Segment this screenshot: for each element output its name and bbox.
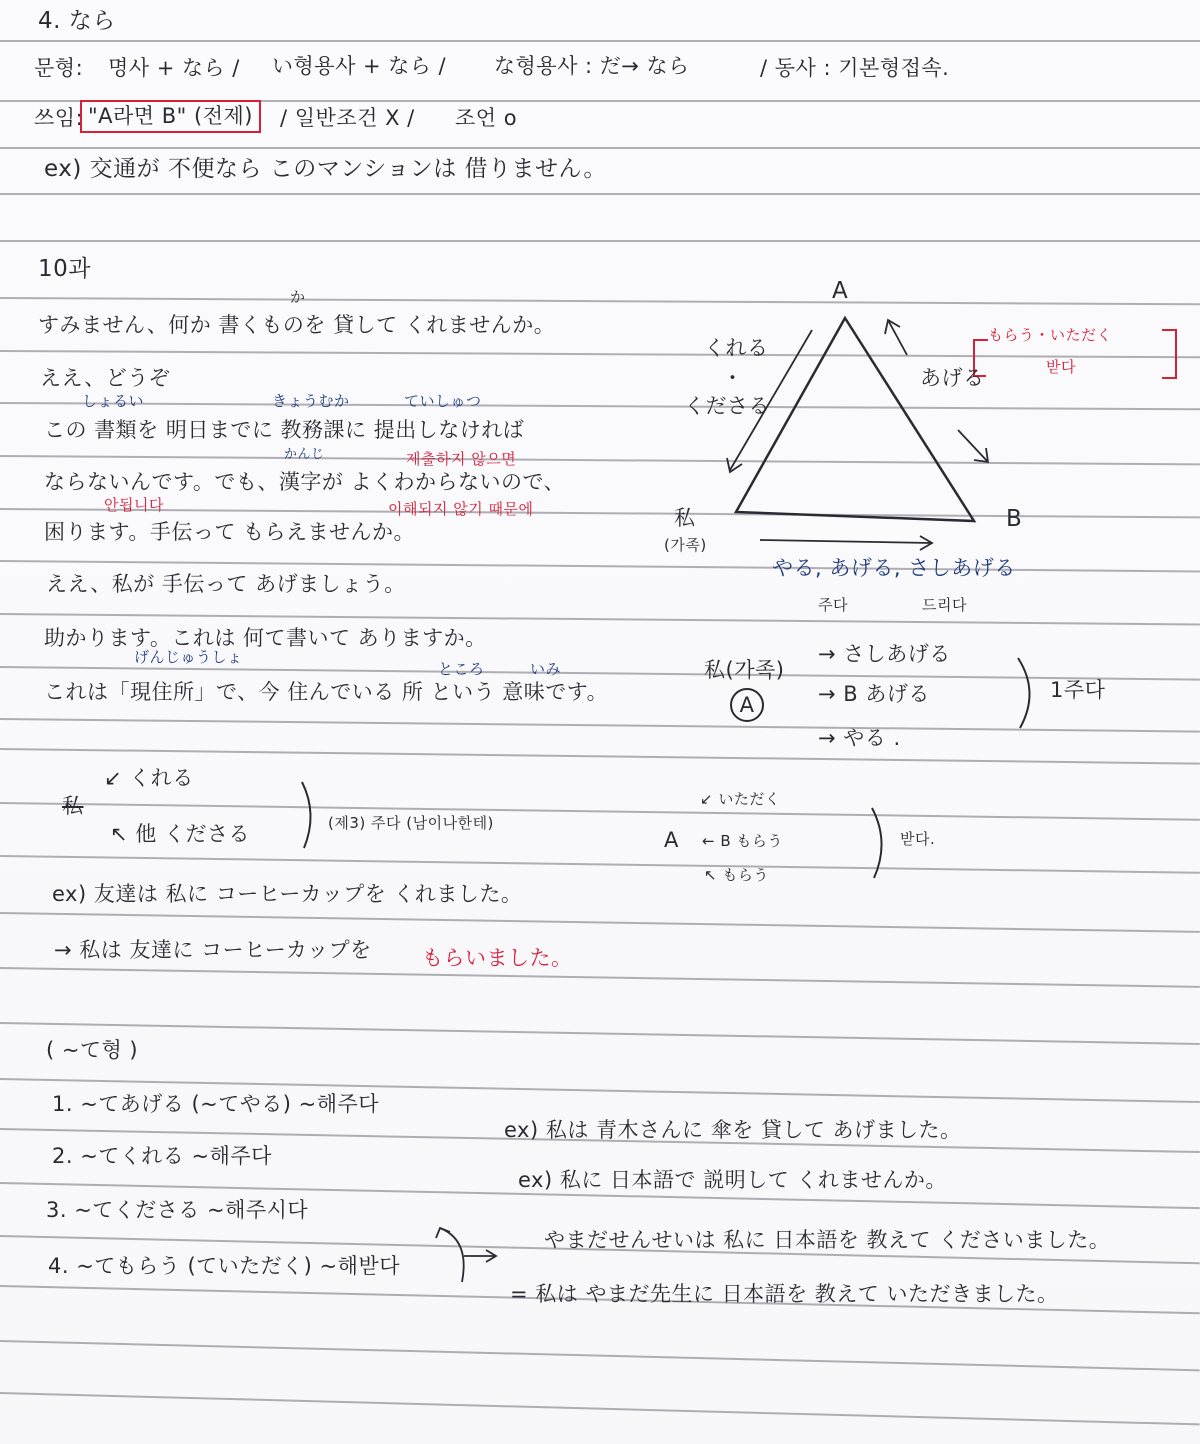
form-part: な형용사 : だ→ なら	[494, 54, 690, 78]
usage-part: 조언 o	[455, 106, 518, 130]
te-form-example: ex) 私に 日本語で 説明して くれませんか。	[518, 1168, 947, 1192]
bottom-arrow	[760, 540, 932, 543]
kureru-row: ↖ 他 くださる	[110, 822, 250, 846]
double-arrow	[440, 1228, 464, 1282]
triangle-bottom: やる, あげる, さしあげる	[772, 556, 1016, 580]
furigana: ところ	[438, 660, 485, 678]
form-part: 명사 + なら /	[108, 56, 240, 80]
give-header: 주다	[818, 596, 848, 614]
example-line: ex) 交通が 不便なら このマンションは 借りません。	[44, 156, 607, 182]
form-part: / 동사 : 기본형접속.	[760, 56, 950, 80]
dialog-line: 助かります。これは 何て書いて ありますか。	[44, 626, 487, 650]
furigana: か	[290, 288, 306, 306]
morau-row: ↖ もらう	[704, 866, 769, 884]
give-circle: A	[730, 688, 764, 722]
triangle-label-b: B	[1006, 506, 1023, 532]
te-form-example: ex) 私は 青木さんに 傘を 貸して あげました。	[504, 1118, 962, 1142]
note-red: 제출하지 않으면	[406, 450, 517, 468]
triangle-bracket-sub: 받다	[1046, 358, 1076, 376]
paren	[872, 808, 882, 878]
furigana: いみ	[530, 660, 562, 678]
paren	[302, 782, 311, 848]
dialog-line: すみません、何か 書くものを 貸して くれませんか。	[38, 313, 556, 337]
triangle-label-me: 私	[674, 506, 696, 530]
te-form-example: やまだせんせいは 私に 日本語を 教えて くださいました。	[544, 1228, 1111, 1252]
te-form-title: ( ~て형 )	[46, 1038, 139, 1062]
give-row: → さしあげる	[818, 642, 951, 666]
paren	[1018, 658, 1030, 728]
dialog-line: ええ、私が 手伝って あげましょう。	[46, 572, 406, 596]
usage-boxed: "A라면 B" (전제)	[80, 100, 261, 133]
triangle-label-me-sub: (가족)	[664, 536, 707, 554]
example-line: → 私は 友達に コーヒーカップを	[54, 938, 372, 962]
te-form-example: = 私は やまだ先生に 日本語を 教えて いただきました。	[510, 1282, 1059, 1306]
note-red: 이해되지 않기 때문에	[388, 500, 534, 518]
furigana: ていしゅつ	[404, 392, 482, 410]
morau-row: ↙ いただく	[700, 790, 781, 808]
dialog-line: これは「現住所」で、今 住んでいる 所 という 意味です。	[44, 680, 609, 704]
morau-label: 받다.	[900, 830, 936, 848]
form-part: い형용사 + なら /	[272, 54, 447, 78]
note-red: 안됩니다	[104, 496, 164, 514]
furigana: きょうむか	[272, 392, 350, 410]
form-label: 문형:	[34, 56, 84, 80]
example-line: ex) 友達は 私に コーヒーカップを くれました。	[52, 882, 523, 906]
give-right: 1주다	[1050, 678, 1106, 702]
down-arrow	[958, 430, 988, 462]
usage-part: / 일반조건 X /	[280, 106, 415, 130]
morau-row: ← B もらう	[702, 832, 783, 850]
kureru-me: 私	[62, 794, 84, 818]
te-form-label: 1. ~てあげる (~てやる) ~해주다	[52, 1092, 380, 1116]
give-header: 드리다	[922, 596, 967, 614]
dialog-line: ならないんです。でも、漢字が よくわからないので、	[44, 470, 566, 494]
triangle-dot: ・	[722, 366, 744, 390]
triangle-bracket-text: もらう・いただく	[988, 326, 1113, 344]
section-heading: 4. なら	[38, 8, 116, 34]
kureru-row: ↙ くれる	[104, 766, 194, 790]
kureru-label: (제3) 주다 (남이나한테)	[328, 814, 494, 832]
morau-a: A	[664, 828, 679, 852]
triangle-kudasaru: くださる	[684, 394, 770, 418]
te-form-label: 4. ~てもらう (ていただく) ~해받다	[48, 1254, 400, 1278]
triangle-shape	[736, 318, 974, 521]
example-red: もらいました。	[422, 946, 573, 970]
triangle-kureru: くれる	[704, 336, 769, 360]
arrow-head	[727, 458, 742, 472]
furigana: かんじ	[284, 447, 325, 462]
usage-label: 쓰임:	[34, 106, 84, 130]
give-row: → B あげる	[818, 682, 930, 706]
furigana: しょるい	[82, 392, 145, 410]
furigana: げんじゅうしょ	[134, 648, 243, 666]
triangle-label-a: A	[832, 278, 849, 304]
te-form-label: 3. ~てくださる ~해주시다	[46, 1198, 309, 1222]
triangle-ageru: あげる	[920, 366, 985, 390]
dialog-line: この 書類を 明日までに 教務課に 提出しなければ	[44, 418, 525, 442]
te-form-label: 2. ~てくれる ~해주다	[52, 1144, 272, 1168]
dialog-line: 困ります。手伝って もらえませんか。	[44, 520, 415, 544]
lesson-title: 10과	[38, 256, 91, 282]
give-left: 私(가족)	[704, 658, 785, 682]
give-row: → やる .	[818, 726, 901, 750]
dialog-line: ええ、どうぞ	[40, 366, 171, 390]
red-bracket-right	[1162, 330, 1176, 378]
